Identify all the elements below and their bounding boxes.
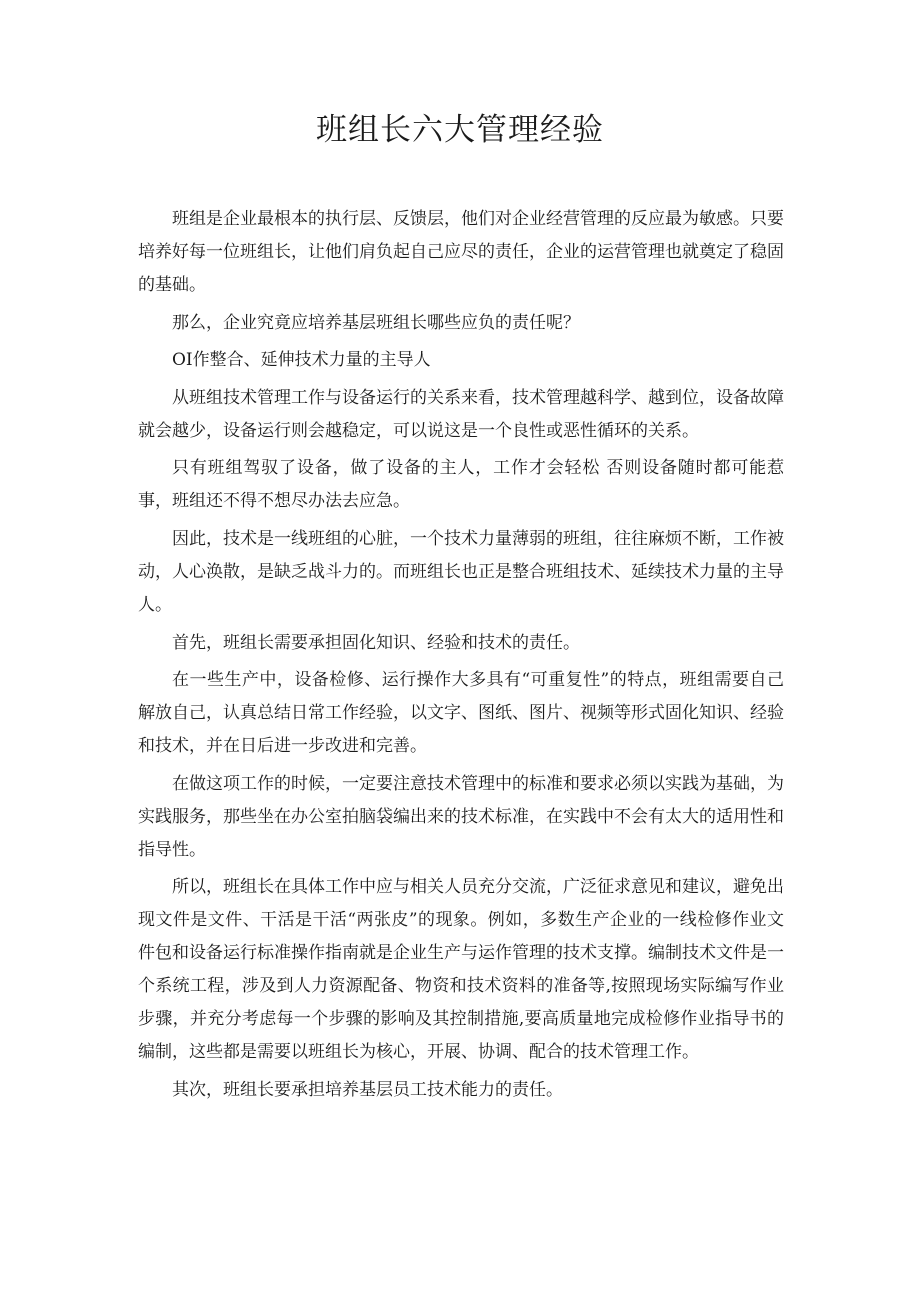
- paragraph: 在一些生产中，设备检修、运行操作大多具有“可重复性”的特点，班组需要自己解放自己，认真总结日常工作经验，以文字、图纸、图片、视频等形式固化知识、经验和技术，并在日后进一步改进和完善。: [138, 670, 784, 757]
- section-heading: OI作整合、延伸技术力量的主导人: [172, 350, 431, 371]
- document-body: [138, 203, 784, 1112]
- paragraph: 首先，班组长需要承担固化知识、经验和技术的责任。: [172, 632, 580, 653]
- paragraph: 所以，班组长在具体工作中应与相关人员充分交流，广泛征求意见和建议，避免出现文件是文件、干活是干活“两张皮”的现象。例如，多数生产企业的一线检修作业文件包和设备运行标准操作指南就是企业生产与运作管理的技术支撑。编制技术文件是一个系统工程，涉及到人力资源配备、物资和技术资料的准备等,按照现场实际编写作业步骤，并充分考虑每一个步骤的影响及其控制措施,要高质量地完成检修作业指导书的编制，这些都是需要以班组长为核心，开展、协调、配合的技术管理工作。: [138, 877, 784, 1063]
- paragraph: 因此，技术是一线班组的心脏，一个技术力量薄弱的班组，往往麻烦不断，工作被动，人心涣散，是缺乏战斗力的。而班组长也正是整合班组技术、延续技术力量的主导人。: [138, 528, 784, 615]
- paragraph: 在做这项工作的时候，一定要注意技术管理中的标准和要求必须以实践为基础，为实践服务，那些坐在办公室拍脑袋编出来的技术标准，在实践中不会有太大的适用性和指导性。: [138, 773, 784, 860]
- paragraph: 其次，班组长要承担培养基层员工技术能力的责任。: [172, 1079, 563, 1100]
- paragraph: 只有班组驾驭了设备，做了设备的主人，工作才会轻松 否则设备随时都可能惹事，班组还不得不想尽办法去应急。: [138, 458, 784, 512]
- paragraph: 从班组技术管理工作与设备运行的关系来看，技术管理越科学、越到位，设备故障就会越少，设备运行则会越稳定，可以说这是一个良性或恶性循环的关系。: [138, 387, 784, 441]
- document-title: 班组长六大管理经验: [316, 112, 604, 148]
- paragraph: 班组是企业最根本的执行层、反馈层，他们对企业经营管理的反应最为敏感。只要培养好每一位班组长，让他们肩负起自己应尽的责任，企业的运营管理也就奠定了稳固的基础。: [138, 209, 784, 295]
- paragraph: 那么，企业究竟应培养基层班组长哪些应负的责任呢？: [172, 312, 580, 333]
